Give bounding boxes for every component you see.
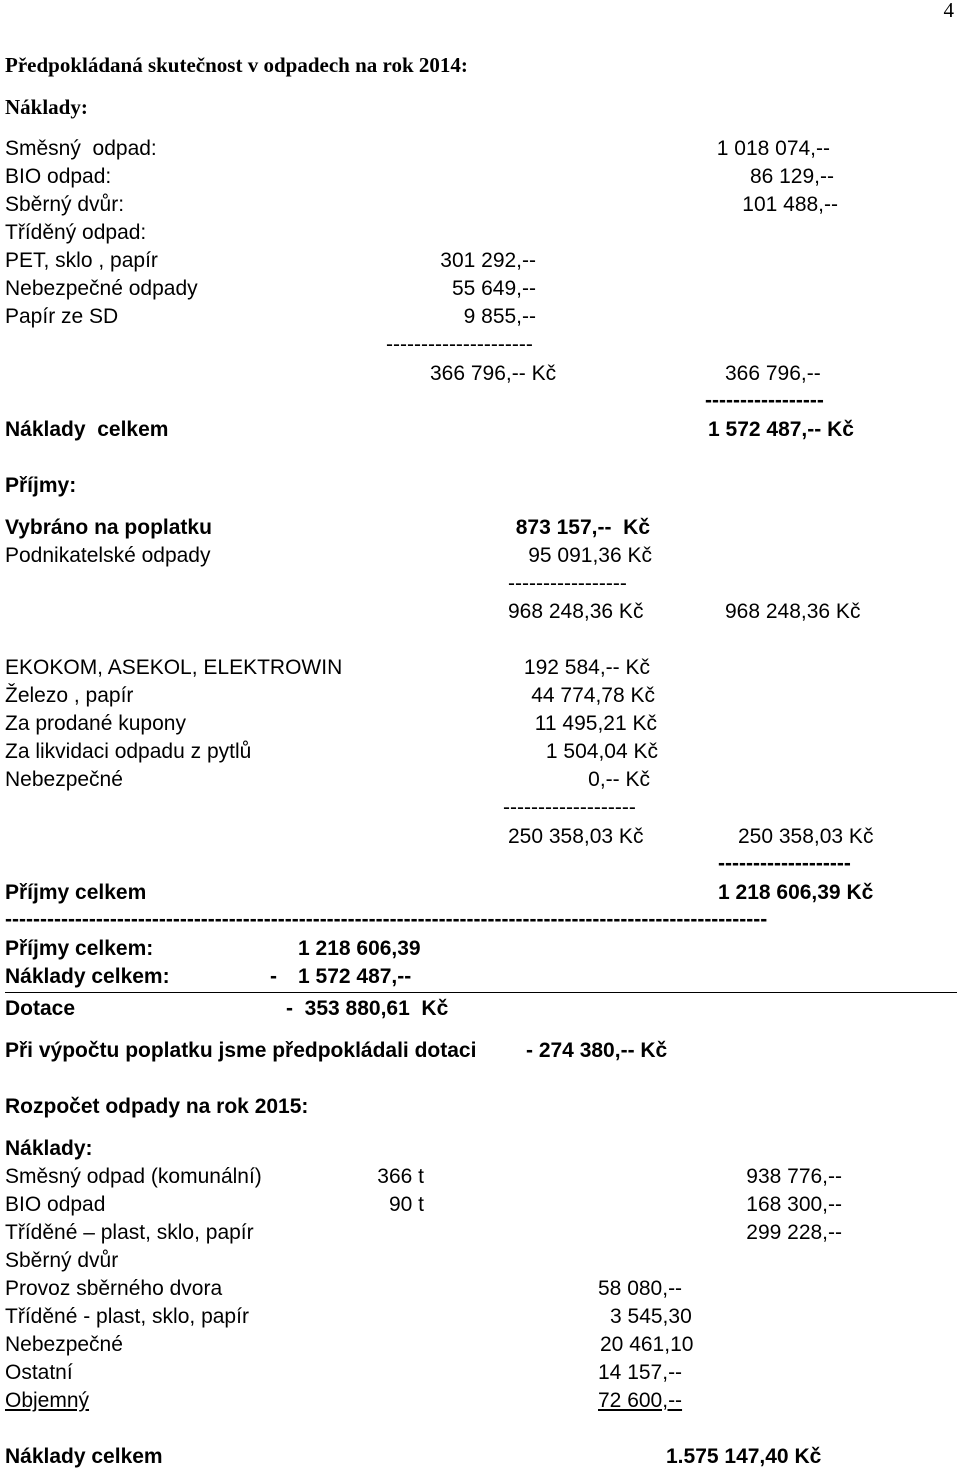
budget-bio-qty: 90 t [388, 1193, 424, 1216]
yard-item-label: Tříděné - plast, sklo, papír [5, 1305, 249, 1328]
income-subtotal-1-right: 968 248,36 Kč [725, 600, 861, 623]
bio-waste-label: BIO odpad: [5, 165, 112, 188]
budget-mixed-qty: 366 t [377, 1165, 424, 1188]
costs-2014-label: Náklady: [5, 95, 88, 119]
summary-income-label: Příjmy celkem: [5, 937, 154, 960]
summary-costs-value: 1 572 487,-- [298, 965, 412, 988]
ekokom-label: EKOKOM, ASEKOL, ELEKTROWIN [5, 656, 343, 679]
budget-costs-label: Náklady: [5, 1137, 93, 1160]
iron-paper-value: 44 774,78 Kč [531, 684, 655, 707]
hazardous-income-value: 0,-- Kč [588, 768, 650, 791]
budget-mixed-label: Směsný odpad (komunální) [5, 1165, 262, 1188]
yard-item-value: 3 545,30 [610, 1305, 692, 1328]
mixed-waste-value: 1 018 074,-- [716, 137, 830, 160]
paper-sd-label: Papír ze SD [5, 305, 119, 328]
dash-separator: --------------------- [386, 333, 533, 356]
bags-value: 1 504,04 Kč [545, 740, 658, 763]
long-dash-separator: ------------------------------------------------------------------------------------------------------------- [5, 908, 768, 931]
bio-waste-value: 86 129,-- [749, 165, 834, 188]
iron-paper-label: Železo , papír [5, 684, 134, 707]
hazardous-waste-label: Nebezpečné odpady [5, 277, 198, 300]
income-total-label: Příjmy celkem [5, 881, 147, 904]
subsidy-value: - 353 880,61 Kč [286, 997, 449, 1020]
expected-subsidy-label: Při výpočtu poplatku jsme předpokládali dotaci [5, 1039, 477, 1062]
budget-mixed-value: 938 776,-- [746, 1165, 842, 1188]
dash-separator: ----------------- [705, 389, 824, 412]
budget-bio-value: 168 300,-- [746, 1193, 842, 1216]
income-subtotal-1: 968 248,36 Kč [508, 600, 644, 623]
coupons-label: Za prodané kupony [5, 712, 186, 735]
fee-income-value: 873 157,-- Kč [515, 516, 650, 539]
yard-item-value: 72 600,-- [598, 1389, 683, 1412]
collection-yard-value: 101 488,-- [742, 193, 838, 216]
yard-item-value: 14 157,-- [598, 1361, 683, 1384]
income-total-value: 1 218 606,39 Kč [718, 881, 874, 904]
sorted-subtotal-right: 366 796,-- [725, 362, 821, 385]
bags-label: Za likvidaci odpadu z pytlů [5, 740, 252, 763]
pet-glass-paper-value: 301 292,-- [440, 249, 536, 272]
mixed-waste-label: Směsný odpad: [5, 137, 157, 160]
expected-subsidy-value: - 274 380,-- Kč [526, 1039, 668, 1062]
costs-total-value: 1 572 487,-- Kč [708, 418, 854, 441]
sorted-subtotal: 366 796,-- Kč [430, 362, 557, 385]
summary-costs-label: Náklady celkem: [5, 965, 170, 988]
costs-total-label: Náklady celkem [5, 418, 169, 441]
summary-costs-sign: - [270, 965, 277, 988]
hazardous-waste-value: 55 649,-- [451, 277, 536, 300]
paper-sd-value: 9 855,-- [463, 305, 536, 328]
summary-income-value: 1 218 606,39 [298, 937, 421, 960]
budget-total-label: Náklady celkem [5, 1445, 163, 1468]
income-2014-label: Příjmy: [5, 474, 77, 497]
hazardous-income-label: Nebezpečné [5, 768, 123, 791]
income-subtotal-2: 250 358,03 Kč [508, 825, 644, 848]
fee-income-label: Vybráno na poplatku [5, 516, 212, 539]
business-waste-value: 95 091,36 Kč [528, 544, 652, 567]
income-subtotal-2-right: 250 358,03 Kč [738, 825, 874, 848]
dash-separator: ------------------- [503, 796, 636, 819]
ekokom-value: 192 584,-- Kč [523, 656, 650, 679]
budget-sorted-value: 299 228,-- [746, 1221, 842, 1244]
page-number: 4 [943, 0, 954, 22]
budget-2015-heading: Rozpočet odpady na rok 2015: [5, 1095, 309, 1118]
subsidy-label: Dotace [5, 997, 76, 1020]
heading-2014: Předpokládaná skutečnost v odpadech na rok 2014: [5, 53, 468, 77]
business-waste-label: Podnikatelské odpady [5, 544, 211, 567]
budget-sorted-label: Tříděné – plast, sklo, papír [5, 1221, 254, 1244]
coupons-value: 11 495,21 Kč [534, 712, 657, 735]
dash-separator: ----------------- [508, 572, 627, 595]
yard-item-value: 58 080,-- [598, 1277, 683, 1300]
yard-item-label: Ostatní [5, 1361, 73, 1384]
budget-yard-label: Sběrný dvůr [5, 1249, 119, 1272]
budget-total-value: 1.575 147,40 Kč [666, 1445, 822, 1468]
pet-glass-paper-label: PET, sklo , papír [5, 249, 158, 272]
yard-item-label: Objemný [5, 1389, 90, 1412]
yard-item-label: Provoz sběrného dvora [5, 1277, 223, 1300]
collection-yard-label: Sběrný dvůr: [5, 193, 125, 216]
yard-item-value: 20 461,10 [600, 1333, 694, 1356]
summary-underline [5, 992, 957, 993]
yard-item-label: Nebezpečné [5, 1333, 123, 1356]
sorted-waste-label: Tříděný odpad: [5, 221, 147, 244]
budget-bio-label: BIO odpad [5, 1193, 106, 1216]
dash-separator: ------------------- [718, 852, 851, 875]
